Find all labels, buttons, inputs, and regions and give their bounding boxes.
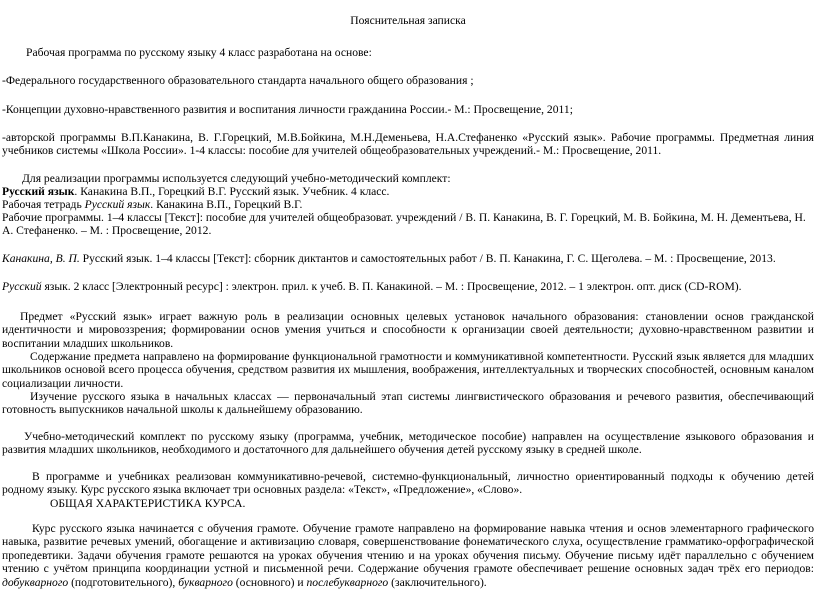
basis-item-3: -авторской программы В.П.Канакина, В. Г.Горецкий, М.В.Бойкина, М.Н.Деменьева, Н.А.Стефаненко «Русский язык». Рабочие программы. Предметная линия учебников системы «Школа России». 1-4 классы: пособие для учителей общеобразовательных учреждений.- М.: Просвещение, 2011. <box>2 131 814 158</box>
reference-dictations <box>2 252 814 265</box>
kit-line-textbook <box>2 185 814 198</box>
kit-workbook-prefix: Рабочая тетрадь <box>2 198 85 211</box>
course-period-alphabet: букварного <box>178 575 233 589</box>
paragraph-course-description <box>2 522 814 589</box>
basis-item-1: -Федерального государственного образовательного стандарта начального общего образования ; <box>2 74 474 87</box>
kit-textbook-info: . Канакина В.П., Горецкий В.Г. Русский язык. Учебник. 4 класс. <box>74 185 390 198</box>
course-text-main: Курс русского языка начинается с обучения грамоте. Обучение грамоте направлено на формирование навыка чтения и основ элементарного графического навыка, развитие речевых умений, обогащение и активизацию словаря, совершенствование фонематического слуха, осуществление грамматико-орфографической пропедевтики. Задачи обучения грамоте решаются на уроках обучения чтению и на уроках обучения письму. Обучение письму идёт параллельно с обучением чтению с учётом принципа координации устной и письменной речи. Содержание обучения грамоте обеспечивает решение основных задач трёх его периодов: <box>2 522 814 576</box>
course-text-3: (заключительного). <box>388 575 487 589</box>
paragraph-study: Изучение русского языка в начальных классах — первоначальный этап системы лингвистического образования и речевого развития, обеспечивающий готовность выпускников начальной школы к дальнейшему образованию. <box>2 390 814 417</box>
kit-textbook-title: Русский язык <box>2 185 75 198</box>
course-period-postalphabet: послебукварного <box>306 575 389 589</box>
kit-heading: Для реализации программы используется следующий учебно-методический комплект: <box>22 172 451 185</box>
paragraph-subject-role: Предмет «Русский язык» играет важную роль в реализации основных целевых установок начального образования: становлении основ гражданской идентичности и мировоззрения; формировании основ умения учиться и способности к организации своей деятельности; духовно-нравственном развитии и воспитании младших школьников. <box>2 310 814 350</box>
course-period-prealphabet: добукварного <box>2 575 69 589</box>
basis-item-2: -Концепции духовно-нравственного развития и воспитания личности гражданина России.- М.: Просвещение, 2011; <box>2 103 573 116</box>
intro-paragraph: Рабочая программа по русскому языку 4 класс разработана на основе: <box>26 46 372 59</box>
reference-dictations-author: Канакина, В. П. <box>2 252 80 265</box>
paragraph-method-complex: Учебно-методический комплект по русскому языку (программа, учебник, методическое пособие) направлен на осуществление языкового образования и развития младших школьников, необходимого и достаточного для дальнейшего обучения детей русскому языку в средней школе. <box>2 430 814 457</box>
paragraph-program-approaches: В программе и учебниках реализован коммуникативно-речевой, системно-функциональный, личностно ориентированный подходы к обучению детей родному языку. Курс русского языка включает три основных раздела: «Текст», «Предложение», «Слово». <box>2 470 814 497</box>
section-heading: ОБЩАЯ ХАРАКТЕРИСТИКА КУРСА. <box>50 497 246 510</box>
reference-electronic-title: Русский <box>2 280 42 293</box>
kit-line-workbook <box>2 198 814 211</box>
course-text-2: (основного) и <box>232 575 307 589</box>
reference-electronic-info: язык. 2 класс [Электронный ресурс] : электрон. прил. к учеб. В. П. Канакиной. – М. : Просвещение, 2012. – 1 электрон. опт. диск (CD-ROM). <box>41 280 742 293</box>
kit-workbook-title: Русский язык <box>84 198 151 211</box>
kit-line-programs: Рабочие программы. 1–4 классы [Текст]: пособие для учителей общеобразоват. учреждений / В. П. Канакина, В. Г. Горецкий, М. В. Бойкина, М. Н. Дементьева, Н. А. Стефаненко. – М. : Просвещение, 2012. <box>2 211 806 238</box>
page-title: Пояснительная записка <box>350 14 466 27</box>
reference-electronic <box>2 280 814 293</box>
kit-workbook-info: . Канакина В.П., Горецкий В.Г. <box>150 198 303 211</box>
course-text-1: (подготовительного), <box>68 575 179 589</box>
paragraph-subject-content: Содержание предмета направлено на формирование функциональной грамотности и коммуникативной компетентности. Русский язык является для младших школьников основой всего процесса обучения, средством развития их мышления, воображения, интеллектуальных и творческих способностей, основным каналом социализации личности. <box>2 350 814 390</box>
reference-dictations-info: Русский язык. 1–4 классы [Текст]: сборник диктантов и самостоятельных работ / В. П. Канакина, Г. С. Щеголева. – М. : Просвещение, 2013. <box>79 252 776 265</box>
